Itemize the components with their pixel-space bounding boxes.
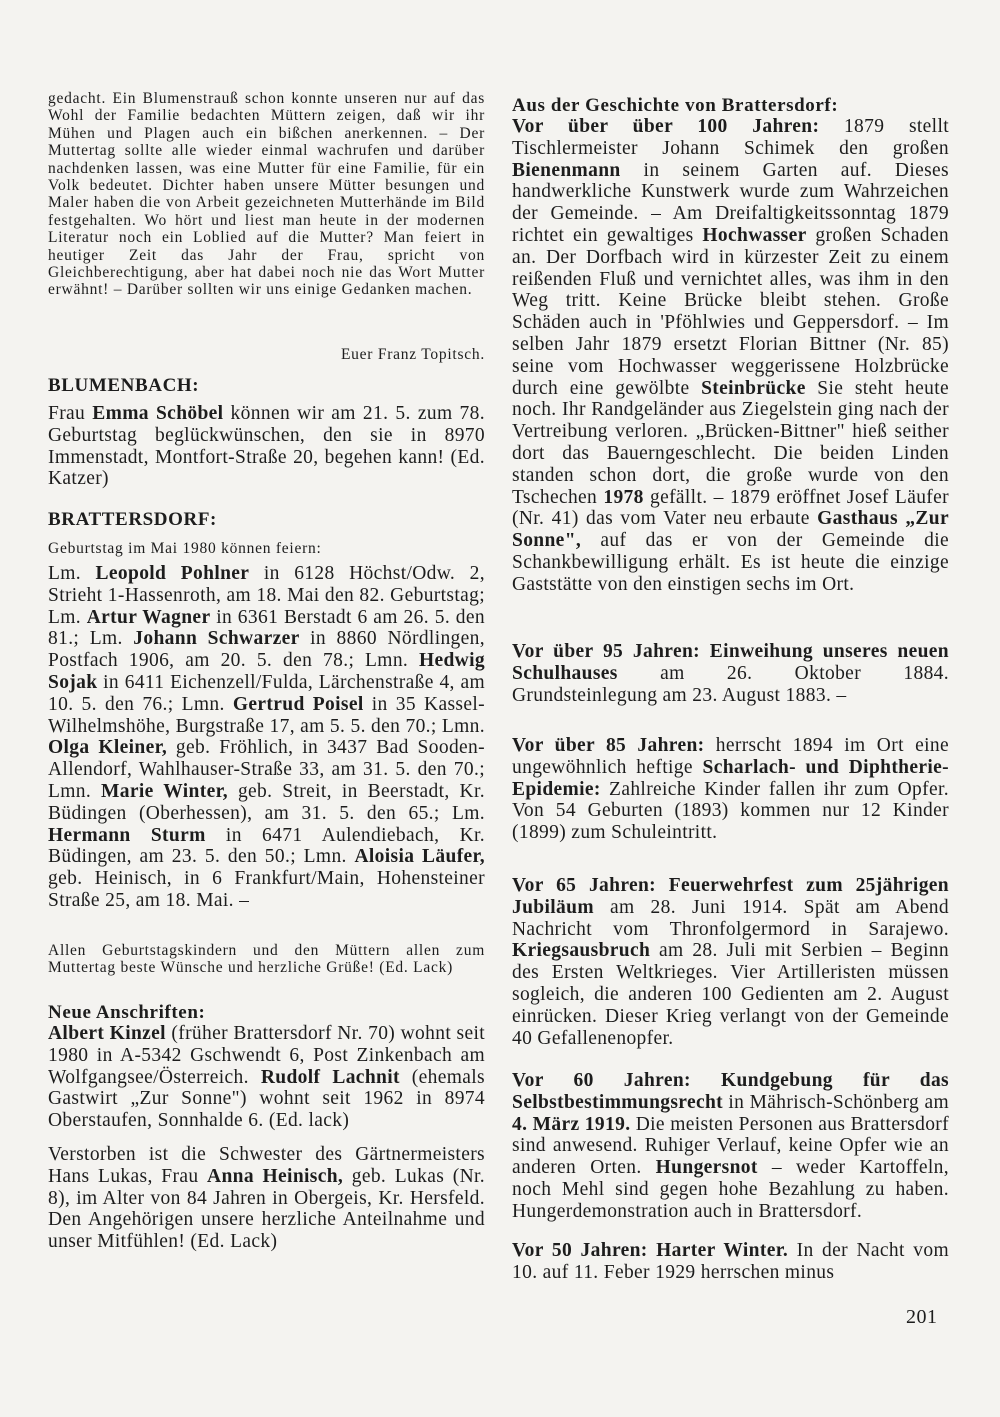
section-heading-blumenbach: BLUMENBACH: bbox=[48, 375, 200, 396]
section-heading-addresses: Neue Anschriften: bbox=[48, 1002, 206, 1023]
text-run: in 8860 Nördlingen, Postfach 1906, am 20. 5. den 78.; Lmn. bbox=[48, 628, 485, 672]
section-heading-brattersdorf: BRATTERSDORF: bbox=[48, 509, 217, 530]
history-65-years bbox=[512, 875, 949, 1049]
history-95-years bbox=[512, 641, 949, 706]
text-run: 1879 stellt Tischlermeister Johann Schimek den großen bbox=[512, 116, 949, 159]
bold-text: 1978 bbox=[603, 486, 644, 508]
text-run: in 6471 Aulendiebach, Kr. Büdingen, am 23. 5. den 50.; Lmn. bbox=[48, 824, 485, 868]
text-run: Verstorben ist die Schwester des Gärtnermeisters Hans Lukas, Frau bbox=[48, 1144, 485, 1187]
bold-text: Gertrud Poisel bbox=[232, 693, 364, 715]
text-run: geb. Fröhlich, in 3437 Bad Sooden-Allendorf, Wahlhauser-Straße 33, am 31. 5. den 70.; Lmn. bbox=[48, 737, 485, 802]
bold-text: Hermann Sturm bbox=[48, 824, 206, 846]
text-run: (ehemals Gastwirt „Zur Sonne") wohnt seit 1962 in 8974 Oberstaufen, Sonnhalde 6. (Ed. lack) bbox=[48, 1066, 485, 1132]
history-85-years bbox=[512, 735, 949, 844]
history-50-years bbox=[512, 1240, 949, 1284]
bold-text: Marie Winter, bbox=[101, 780, 229, 802]
text-run: am 28. Juli mit Serbien – Beginn des Ersten Weltkrieges. Vier Artilleristen müssen sogleich, die anderen 100 Gedienten am 2. August einrücken. Dieser Krieg verlangt von der Gemeinde 40 Gefallenenopfer. bbox=[512, 940, 949, 1049]
text-run: Allen Geburtstagskindern und den Müttern allen zum Muttertag beste Wünsche und herzliche Grüße! (Ed. Lack) bbox=[48, 942, 485, 977]
text-run: in 6361 Berstadt 6 am 26. 5. den 81.; Lm. bbox=[48, 606, 485, 650]
bold-text: Hungersnot bbox=[655, 1157, 758, 1179]
bold-text: Vor über 95 Jahren: bbox=[512, 641, 700, 662]
blumenbach-paragraph bbox=[48, 403, 485, 490]
text-run: herrscht 1894 im Ort eine ungewöhnlich heftige bbox=[512, 735, 949, 778]
text-run: Zahlreiche Kinder fallen ihr zum Opfer. Von 54 Geburten (1893) kommen nur 12 Kinder (1899) zum Schuleintritt. bbox=[512, 778, 949, 844]
bold-text: Vor 50 Jahren: Harter Winter. bbox=[512, 1240, 789, 1261]
bold-text: Anna Heinisch, bbox=[207, 1165, 344, 1187]
text-run: – weder Kartoffeln, noch Mehl sind gegen hohe Bezahlung zu haben. Hungerdemonstration auch in Brattersdorf. bbox=[512, 1157, 950, 1222]
text-run: in seinem Garten auf. Dieses handwerkliche Kunstwerk wurde zum Wahrzeichen der Gemeinde. – Am Dreifaltigkeitssonntag 1879 richtet ein gewaltiges bbox=[512, 159, 949, 246]
bold-text: Olga Kleiner, bbox=[48, 737, 168, 759]
text-run: in 6128 Höchst/Odw. 2, Strieht 1-Hassenroth, am 18. Mai den 82. Geburtstag; Lm. bbox=[48, 563, 485, 628]
bold-text: Vor über über 100 Jahren: bbox=[512, 116, 820, 137]
text-run: am 26. Oktober 1884. Grundsteinlegung am 23. August 1883. – bbox=[512, 662, 949, 706]
bold-text: 4. März 1919. bbox=[512, 1113, 631, 1135]
bold-text: Artur Wagner bbox=[86, 606, 211, 628]
text-run: Frau bbox=[48, 403, 93, 424]
text-run: können wir am 21. 5. zum 78. Geburtstag beglückwünschen, den sie in 8970 Immenstadt, Montfort-Straße 20, begehen kann! (Ed. Katzer) bbox=[48, 403, 485, 490]
text-run: (früher Brattersdorf Nr. 70) wohnt seit 1980 in A-5342 Gschwendt 6, Post Zinkenbach am Wolfgangsee/Österreich. bbox=[48, 1023, 486, 1088]
text-run bbox=[700, 641, 710, 662]
bold-text: Vor 65 Jahren: Feuerwehrfest zum 25jährigen Jubiläum bbox=[512, 875, 949, 918]
text-run: geb. Lukas (Nr. 8), im Alter von 84 Jahren in Obergeis, Kr. Hersfeld. Den Angehörigen unsere herzliche Anteilnahme und unser Mitfühlen! (Ed. Lack) bbox=[48, 1165, 485, 1253]
bold-text: Albert Kinzel bbox=[48, 1023, 166, 1044]
text-run: Die meisten Personen aus Brattersdorf sind anwesend. Ruhiger Verlauf, keine Opfer wie an anderen Orten. bbox=[512, 1113, 949, 1179]
bold-text: Johann Schwarzer bbox=[133, 628, 300, 650]
deceased-paragraph bbox=[48, 1144, 485, 1253]
bold-text: Hedwig Sojak bbox=[48, 650, 485, 693]
birthdays-paragraph bbox=[48, 563, 485, 912]
text-run: geb. Streit, in Beerstadt, Kr. Büdingen (Oberhessen), am 31. 5. den 65.; Lm. bbox=[48, 780, 485, 824]
bold-text: Einweihung unseres neuen Schulhauses bbox=[512, 641, 950, 684]
addresses-paragraph bbox=[48, 1023, 485, 1132]
bold-text: Steinbrücke bbox=[701, 377, 806, 399]
text-run: am 28. Juni 1914. Spät am Abend Nachricht vom Thronfolgermord in Sarajewo. bbox=[512, 896, 949, 940]
bold-text: Hochwasser bbox=[702, 224, 807, 246]
bold-text: Vor 60 Jahren: Kundgebung für das Selbstbestimmungsrecht bbox=[512, 1070, 949, 1113]
bold-text: Bienenmann bbox=[512, 159, 621, 181]
bold-text: Vor über 85 Jahren: bbox=[512, 735, 705, 756]
bold-text: Gasthaus „Zur Sonne", bbox=[512, 508, 949, 552]
bold-text: Leopold Pohlner bbox=[95, 563, 250, 584]
history-60-years bbox=[512, 1070, 949, 1223]
greetings-paragraph bbox=[48, 942, 485, 977]
text-run: Sie steht heute noch. Ihr Randgeländer aus Ziegelstein ging nach der Vertreibung verloren. „Brücken-Bittner" hieß seither dort das Bauerngeschlecht. Die beiden Linden standen schon dort, die große wurde von den Tschechen bbox=[512, 377, 950, 508]
birthday-intro: Geburtstag im Mai 1980 können feiern: bbox=[48, 540, 322, 557]
text-run: großen Schaden an. Der Dorfbach wird in kürzester Zeit zu einem reißenden Fluß und vernichtet alles, was ihm in den Weg tritt. Keine Brücke bleibt stehen. Große Schäden auch in 'Pföhlwies und Geppersdorf. – Im selben Jahr 1879 ersetzt Florian Bittner (Nr. 85) seine vom Hochwasser weggerissene Holzbrücke durch eine gewölbte bbox=[512, 224, 949, 399]
page-number: 201 bbox=[906, 1306, 938, 1328]
bold-text: Scharlach- und Diphtherie-Epidemie: bbox=[512, 756, 950, 800]
text-run: Lm. bbox=[48, 563, 96, 584]
history-100-years bbox=[512, 116, 949, 596]
bold-text: Rudolf Lachnit bbox=[260, 1066, 400, 1088]
bold-text: Aloisia Läufer, bbox=[354, 846, 485, 868]
bold-text: Emma Schöbel bbox=[92, 403, 224, 424]
history-heading: Aus der Geschichte von Brattersdorf: bbox=[512, 95, 839, 116]
text-run: in Mährisch-Schönberg am bbox=[723, 1091, 949, 1113]
text-run: gedacht. Ein Blumenstrauß schon konnte unseren nur auf das Wohl der Familie bedachten Müttern zeigen, daß wir ihr Mühen und Plagen auch ein bißchen anerkennen. – Der Muttertag sollte alle wieder einmal wachrufen und darüber nachdenken lassen, was eine Mutter für eine Familie, für ein Volk bedeutet. Dichter haben unsere Mütter besungen und Maler haben die von Arbeit gezeichneten Mutterhände im Bild festgehalten. Wo hört und liest man heute in der modernen Literatur noch ein Loblied auf die Mutter? Man feiert in heutiger Zeit das Jahr der Frau, spricht von Gleichberechtigung, aber hat dabei noch nie das Wort Mutter erwähnt! – Darüber sollten wir uns einige Gedanken machen. bbox=[48, 90, 485, 299]
text-run: In der Nacht vom 10. auf 11. Feber 1929 herrschen minus bbox=[512, 1240, 949, 1283]
text-run: gefällt. – 1879 eröffnet Josef Läufer (Nr. 41) das vom Vater neu erbaute bbox=[512, 486, 949, 530]
text-run: geb. Heinisch, in 6 Frankfurt/Main, Hohensteiner Straße 25, am 18. Mai. – bbox=[48, 868, 485, 911]
text-run: in 6411 Eichenzell/Fulda, Lärchenstraße 4, am 10. 5. den 76.; Lmn. bbox=[48, 671, 485, 715]
intro-signature: Euer Franz Topitsch. bbox=[340, 346, 485, 363]
text-run: in 35 Kassel-Wilhelmshöhe, Burgstraße 17, am 5. 5. den 70.; Lmn. bbox=[48, 693, 485, 737]
text-run: auf das er von der Gemeinde die Schankbewilligung erhält. Es ist heute die einzige Gaststätte von den einstigen sechs im Ort. bbox=[512, 530, 949, 595]
intro-paragraph bbox=[48, 90, 485, 299]
bold-text: Kriegsausbruch bbox=[512, 940, 651, 962]
